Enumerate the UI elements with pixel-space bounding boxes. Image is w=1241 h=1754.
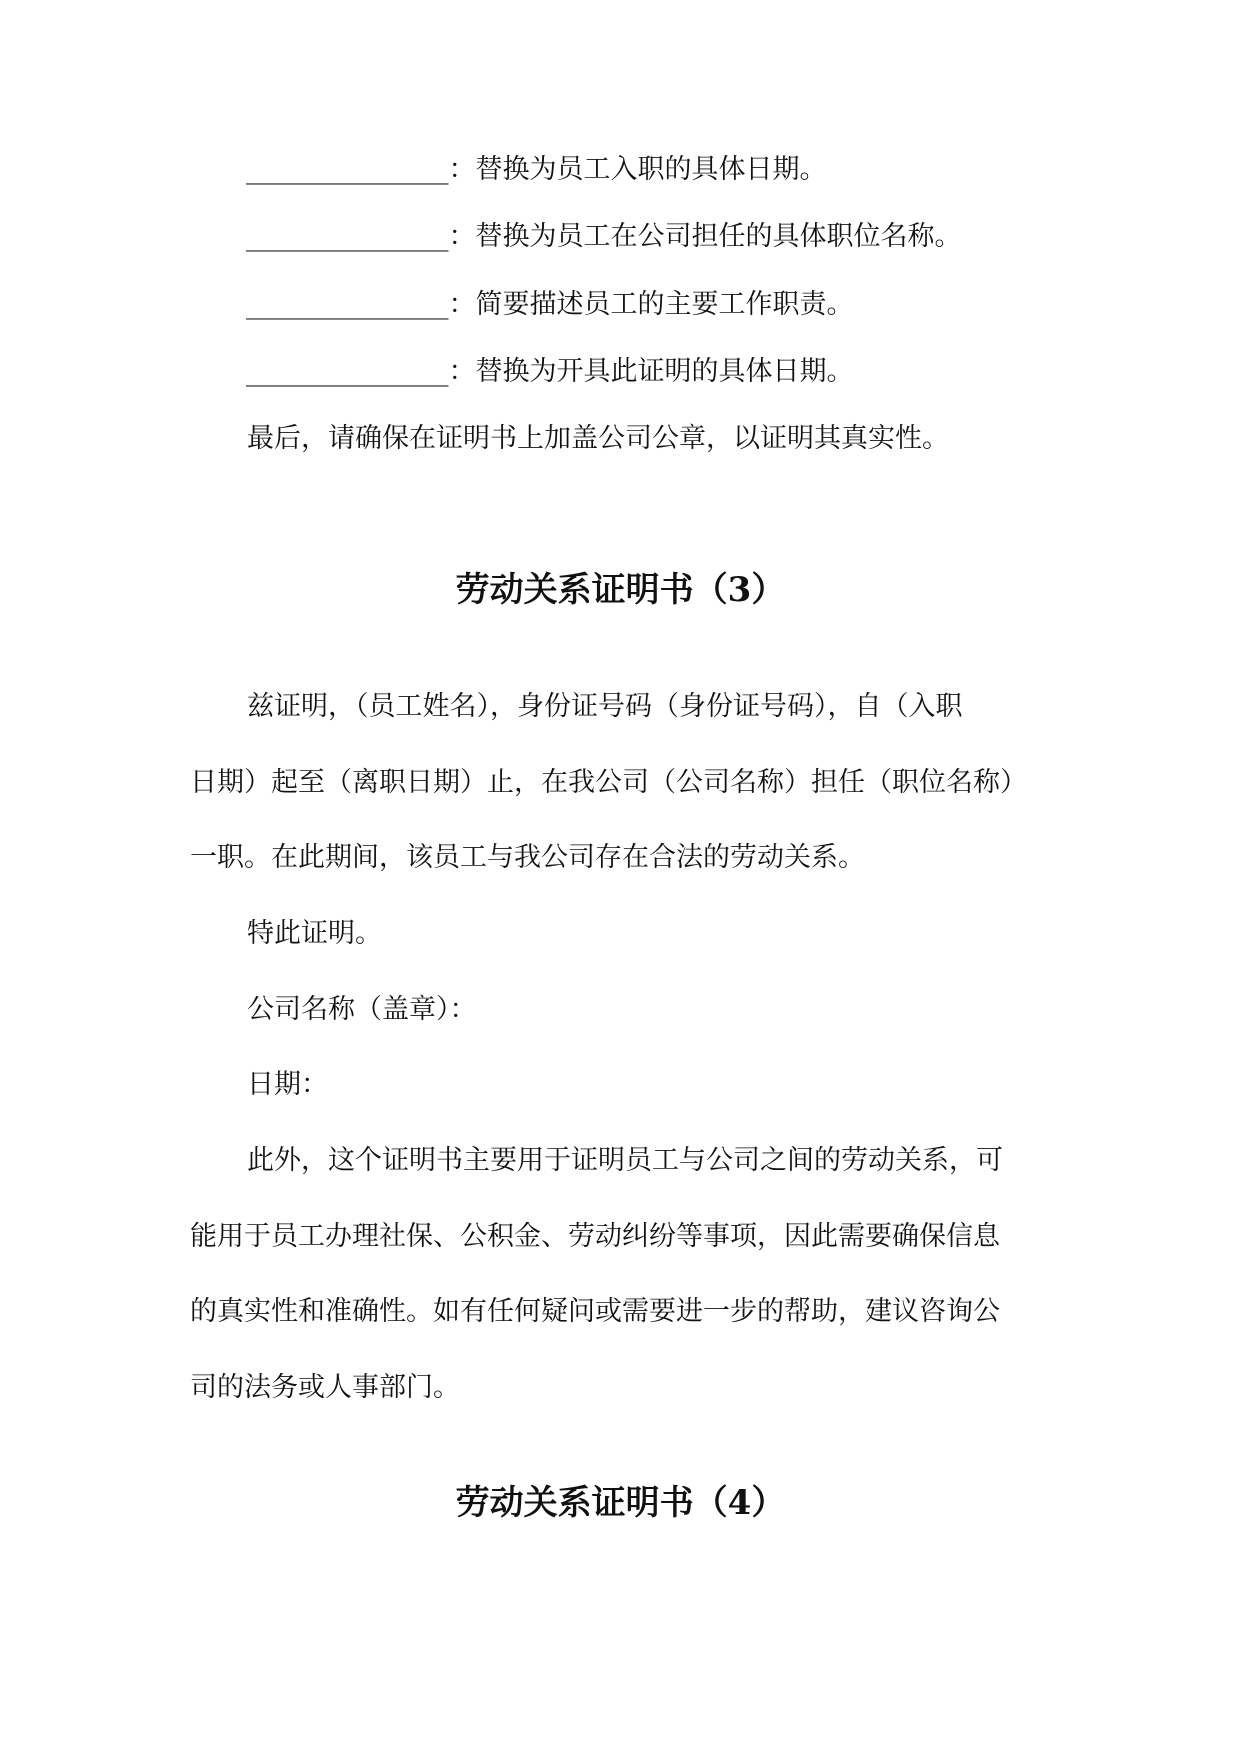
section-3-body [190, 690, 1058, 724]
fill-blank: _______________ [246, 154, 449, 185]
section-3-title: 劳动关系证明书（3） [455, 570, 786, 610]
fill-blank: _______________ [246, 356, 449, 387]
instruction-line [246, 288, 854, 322]
company-seal-label: 公司名称（盖章）： [247, 994, 477, 1025]
extra-line: 此外，这个证明书主要用于证明员工与公司之间的劳动关系，可 [247, 1145, 1003, 1176]
closing-note: 最后，请确保在证明书上加盖公司公章，以证明其真实性。 [247, 423, 949, 454]
body-line [190, 690, 1058, 724]
fill-blank: _______________ [246, 221, 449, 252]
instruction-text: ：简要描述员工的主要工作职责。 [448, 289, 854, 320]
certify-text: 特此证明。 [247, 918, 382, 949]
date-label: 日期： [247, 1069, 328, 1100]
body-line [190, 766, 1058, 800]
body-line-text: 日期）起至（离职日期）止，在我公司（公司名称）担任（职位名称） [190, 767, 1027, 798]
body-line-text: 一职。在此期间，该员工与我公司存在合法的劳动关系。 [190, 842, 865, 873]
body-line-text: 兹证明，（员工姓名），身份证号码（身份证号码），自（入职 [247, 691, 963, 722]
extra-line: 的真实性和准确性。如有任何疑问或需要进一步的帮助，建议咨询公 [190, 1296, 1000, 1327]
instruction-text: ：替换为员工入职的具体日期。 [448, 154, 827, 185]
fill-blank: _______________ [246, 289, 449, 320]
body-line [190, 841, 1058, 875]
instruction-line [246, 355, 854, 389]
extra-line: 能用于员工办理社保、公积金、劳动纠纷等事项，因此需要确保信息 [190, 1221, 1000, 1252]
section-4-title: 劳动关系证明书（4） [455, 1483, 786, 1523]
section-3-body [190, 766, 1058, 800]
instruction-text: ：替换为开具此证明的具体日期。 [448, 356, 854, 387]
instruction-text: ：替换为员工在公司担任的具体职位名称。 [448, 221, 962, 252]
instruction-line [246, 153, 827, 187]
instruction-line [246, 220, 962, 254]
extra-line: 司的法务或人事部门。 [190, 1372, 460, 1403]
section-3-body [190, 841, 1058, 875]
